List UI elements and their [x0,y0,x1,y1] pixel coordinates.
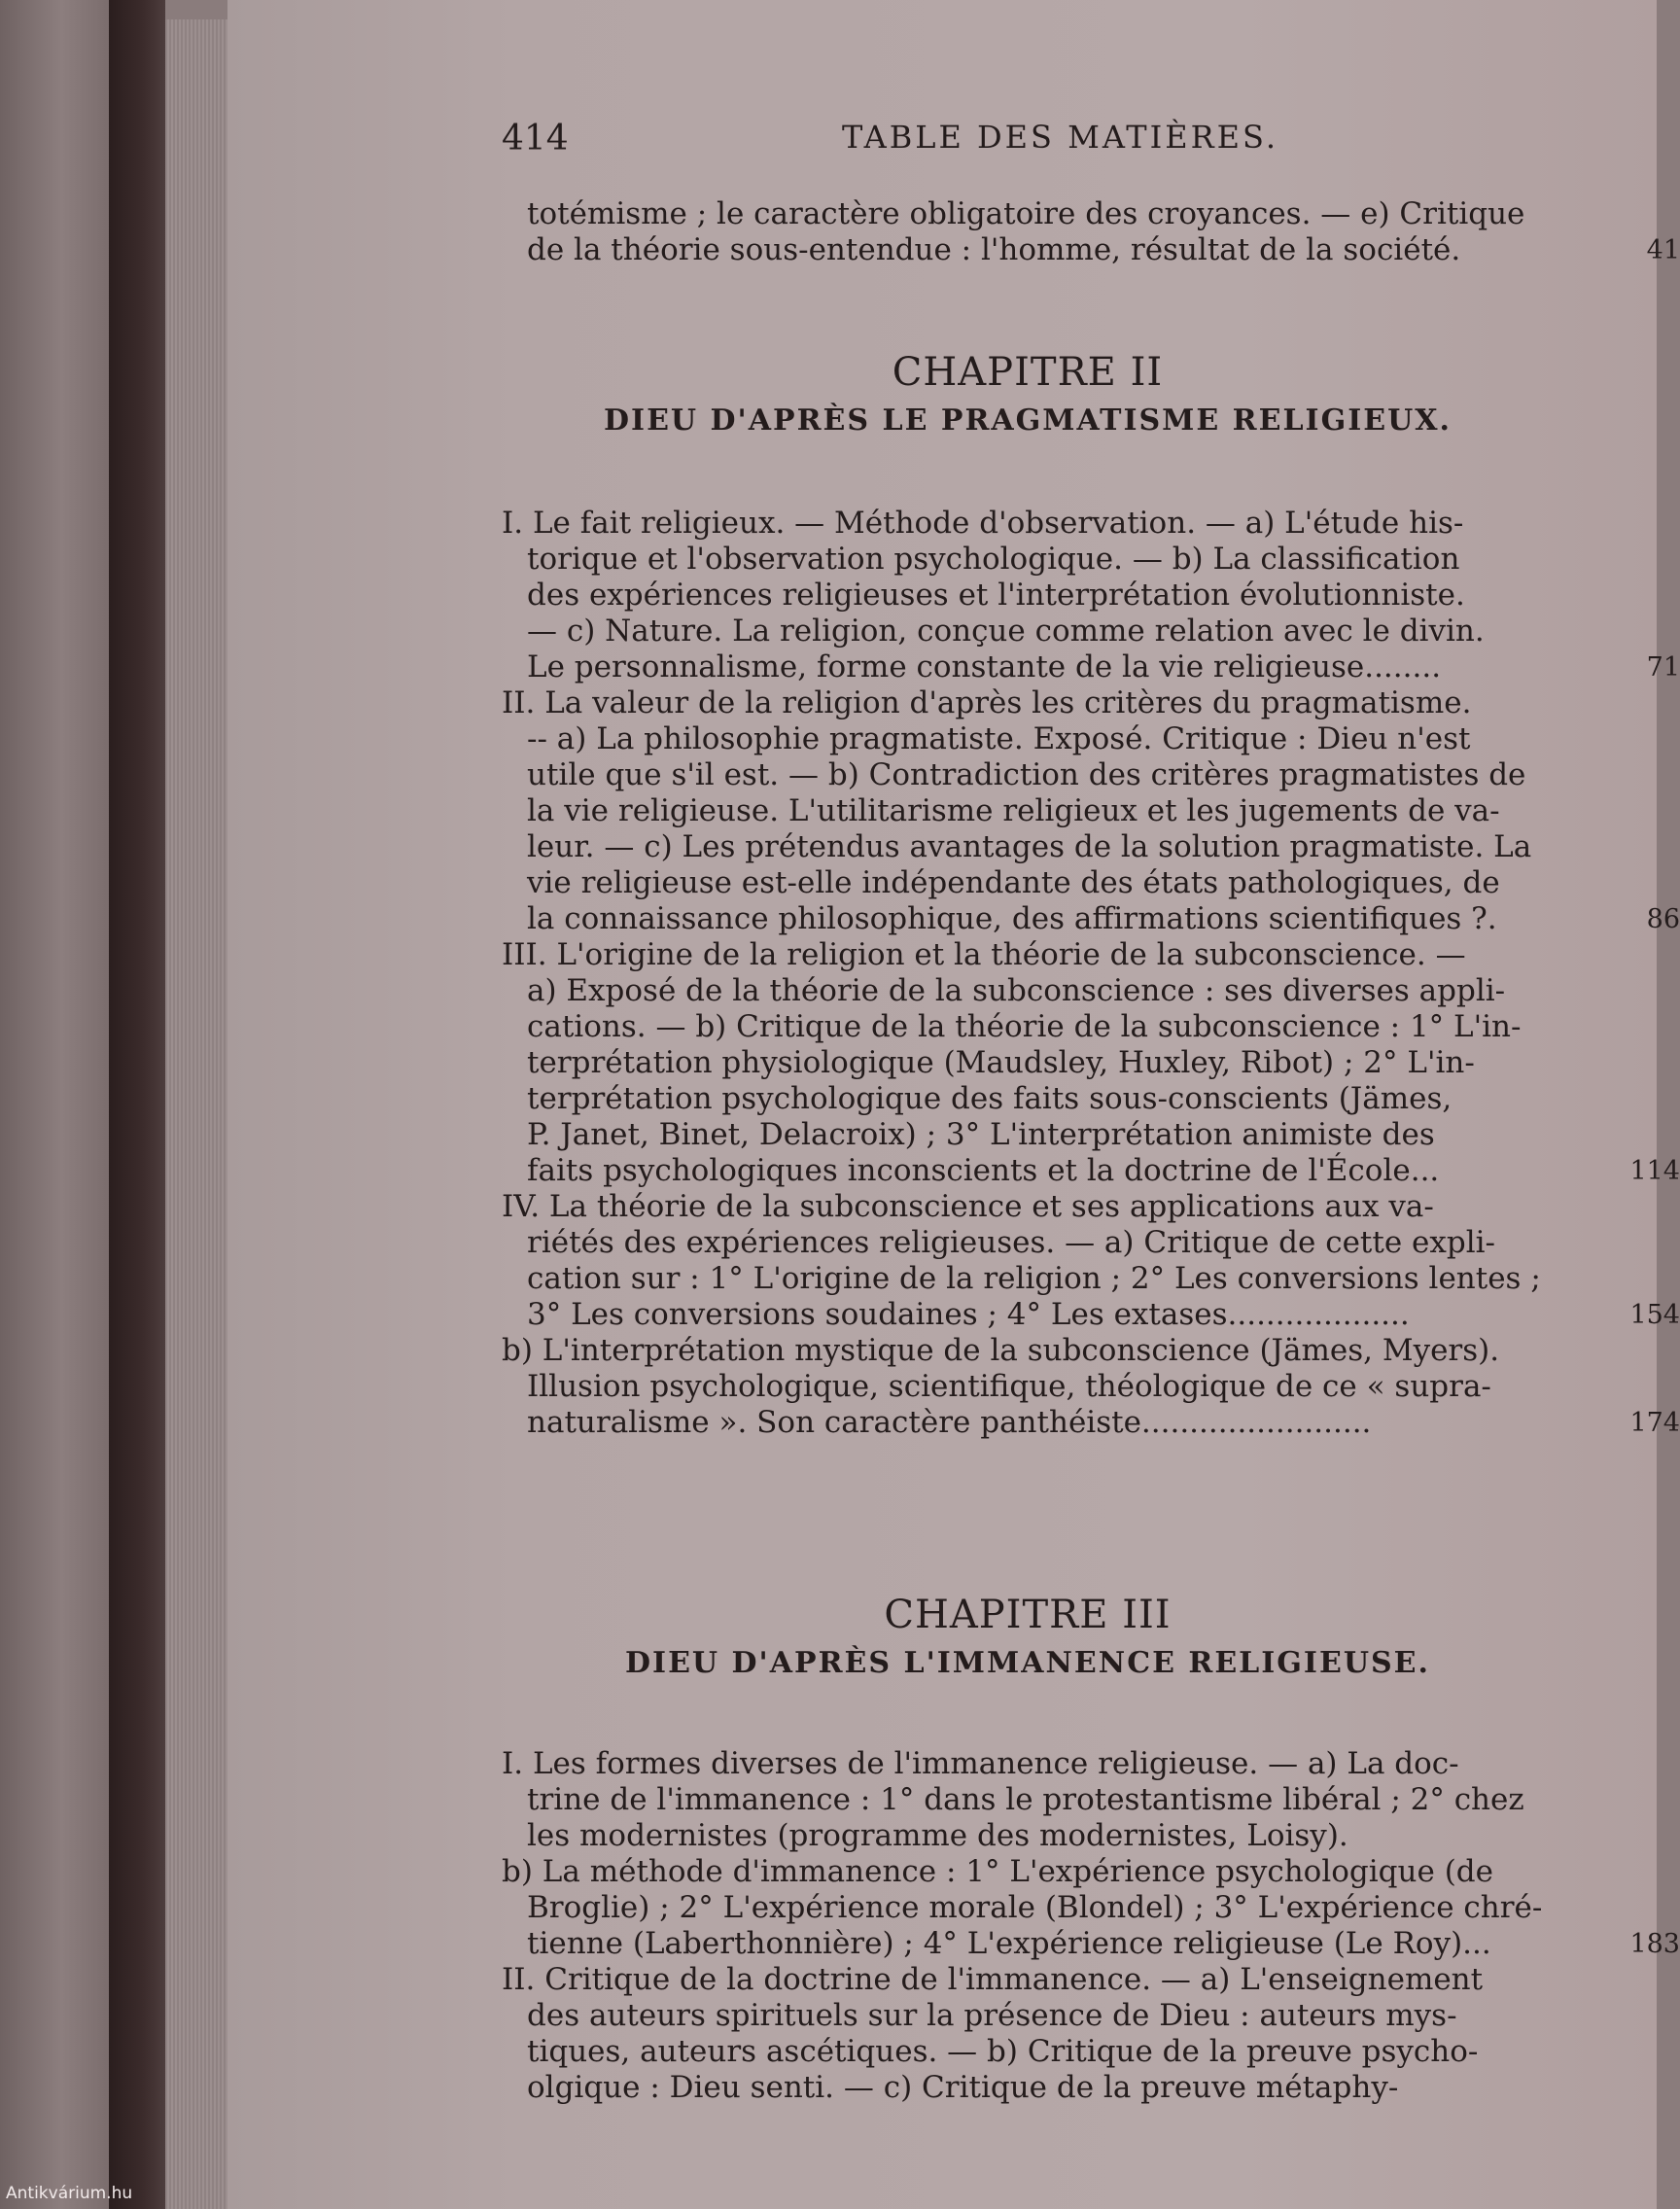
toc-line [502,829,1554,865]
toc-line [502,2034,1554,2070]
toc-line-text: IV. La théorie de la subconscience et ses applications aux va- [502,1189,1434,1224]
toc-line [502,1261,1554,1297]
toc-line-text: a) Exposé de la théorie de la subconscience : ses diverses appli- [527,973,1506,1008]
toc-line-text: Le personnalisme, forme constante de la vie religieuse........ [527,649,1442,684]
toc-line-text: des auteurs spirituels sur la présence de Dieu : auteurs mys- [527,1998,1457,2033]
toc-line [502,1369,1554,1405]
chapter-2-entries [502,506,1680,1441]
toc-line-text: b) La méthode d'immanence : 1° L'expérience psychologique (de [502,1854,1493,1889]
chapter-subtitle: DIEU D'APRÈS LE PRAGMATISME RELIGIEUX. [604,403,1452,438]
toc-line-text: terprétation psychologique des faits sous-conscients (Jämes, [527,1081,1452,1116]
toc-line-text: -- a) La philosophie pragmatiste. Exposé. Critique : Dieu n'est [527,721,1471,756]
toc-line-text: Broglie) ; 2° L'expérience morale (Blondel) ; 3° L'expérience chré- [527,1890,1543,1925]
toc-line [502,1962,1554,1998]
toc-line-text: P. Janet, Binet, Delacroix) ; 3° L'interprétation animiste des [527,1117,1435,1152]
toc-line [502,1782,1554,1818]
toc-line-text: Illusion psychologique, scientifique, théologique de ce « supra- [527,1369,1491,1404]
toc-page-number: 174 [1629,1408,1680,1438]
toc-line [502,1746,1554,1782]
toc-line-text: riétés des expériences religieuses. — a) Critique de cette expli- [527,1225,1496,1260]
chapter-2-heading [502,346,1554,443]
toc-page-number: 41 [1646,235,1680,265]
toc-line [502,614,1554,649]
toc-line-text: naturalisme ». Son caractère panthéiste........................ [527,1405,1372,1440]
toc-line [502,1297,1680,1333]
toc-page-number: 71 [1646,652,1680,683]
toc-line-text: faits psychologiques inconscients et la doctrine de l'École... [527,1153,1440,1188]
toc-line-text: torique et l'observation psychologique. — b) La classification [527,542,1460,577]
toc-line-text: leur. — c) Les prétendus avantages de la solution pragmatiste. La [527,829,1532,864]
running-title: TABLE DES MATIÈRES. [842,119,1278,156]
toc-line-text: la vie religieuse. L'utilitarisme religieux et les jugements de va- [527,793,1500,828]
toc-line [502,721,1554,757]
watermark-credit: Antikvárium.hu [6,2184,133,2203]
background-wall [0,0,112,2209]
toc-line [502,937,1554,973]
toc-line-text: vie religieuse est-elle indépendante des états pathologiques, de [527,865,1500,900]
toc-line [502,1153,1680,1189]
toc-line [502,542,1554,578]
toc-line [502,1998,1554,2034]
toc-line-text: III. L'origine de la religion et la théorie de la subconscience. — [502,937,1466,972]
toc-line [502,685,1554,721]
toc-line-text: trine de l'immanence : 1° dans le protestantisme libéral ; 2° chez [527,1782,1524,1817]
toc-line-text: cations. — b) Critique de la théorie de la subconscience : 1° L'in- [527,1009,1522,1044]
toc-line-text: olgique : Dieu senti. — c) Critique de la preuve métaphy- [527,2070,1399,2105]
toc-line [502,2070,1554,2106]
chapter-title: CHAPITRE II [892,350,1164,395]
toc-line [502,232,1680,268]
toc-line [502,1333,1554,1369]
toc-line-text: tiques, auteurs ascétiques. — b) Critique de la preuve psycho- [527,2034,1479,2069]
toc-line-text: II. Critique de la doctrine de l'immanence. — a) L'enseignement [502,1962,1484,1997]
page-header [502,115,1554,163]
toc-line-text: I. Les formes diverses de l'immanence religieuse. — a) La doc- [502,1746,1459,1781]
toc-line-text: b) L'interprétation mystique de la subconscience (Jämes, Myers). [502,1333,1500,1368]
toc-line-text: — c) Nature. La religion, conçue comme relation avec le divin. [527,614,1485,649]
page-number: 414 [502,119,569,158]
book-cover-edge [109,0,165,2209]
toc-line-text: 3° Les conversions soudaines ; 4° Les extases................... [527,1297,1410,1332]
continuation-entries [502,196,1680,268]
toc-line-text: totémisme ; le caractère obligatoire des croyances. — e) Critique [527,196,1525,231]
toc-line-text: la connaissance philosophique, des affirmations scientifiques ?. [527,901,1497,936]
toc-line [502,1854,1554,1890]
toc-line [502,1117,1554,1153]
toc-line [502,1890,1554,1926]
toc-line [502,757,1554,793]
toc-line [502,1225,1554,1261]
toc-line [502,865,1554,901]
toc-line [502,649,1680,685]
chapter-title: CHAPITRE III [884,1593,1172,1637]
toc-line-text: tienne (Laberthonnière) ; 4° L'expérience religieuse (Le Roy)... [527,1926,1491,1961]
toc-line [502,1818,1554,1854]
toc-page-number: 183 [1629,1929,1680,1959]
toc-line-text: II. La valeur de la religion d'après les critères du pragmatisme. [502,685,1472,720]
toc-line-text: I. Le fait religieux. — Méthode d'observation. — a) L'étude his- [502,506,1464,541]
toc-line [502,1405,1680,1441]
toc-line [502,901,1680,937]
page-edges [165,19,228,2209]
toc-line [502,1189,1554,1225]
toc-line [502,1081,1554,1117]
toc-line-text: terprétation physiologique (Maudsley, Huxley, Ribot) ; 2° L'in- [527,1045,1475,1080]
toc-page-number: 114 [1629,1156,1680,1186]
chapter-3-heading [502,1589,1554,1686]
toc-line-text: cation sur : 1° L'origine de la religion ; 2° Les conversions lentes ; [527,1261,1541,1296]
toc-page-number: 86 [1646,904,1680,934]
chapter-subtitle: DIEU D'APRÈS L'IMMANENCE RELIGIEUSE. [625,1646,1430,1680]
toc-line [502,506,1554,542]
toc-line [502,1926,1680,1962]
toc-line [502,196,1554,232]
toc-line-text: des expériences religieuses et l'interprétation évolutionniste. [527,578,1465,613]
toc-line [502,793,1554,829]
toc-line [502,1009,1554,1045]
toc-line-text: les modernistes (programme des modernistes, Loisy). [527,1818,1348,1853]
chapter-3-entries [502,1746,1680,2106]
toc-page-number: 154 [1629,1300,1680,1330]
toc-line-text: de la théorie sous-entendue : l'homme, résultat de la société. [527,232,1461,267]
toc-line [502,578,1554,614]
toc-line-text: utile que s'il est. — b) Contradiction des critères pragmatistes de [527,757,1526,792]
toc-line [502,1045,1554,1081]
toc-line [502,973,1554,1009]
